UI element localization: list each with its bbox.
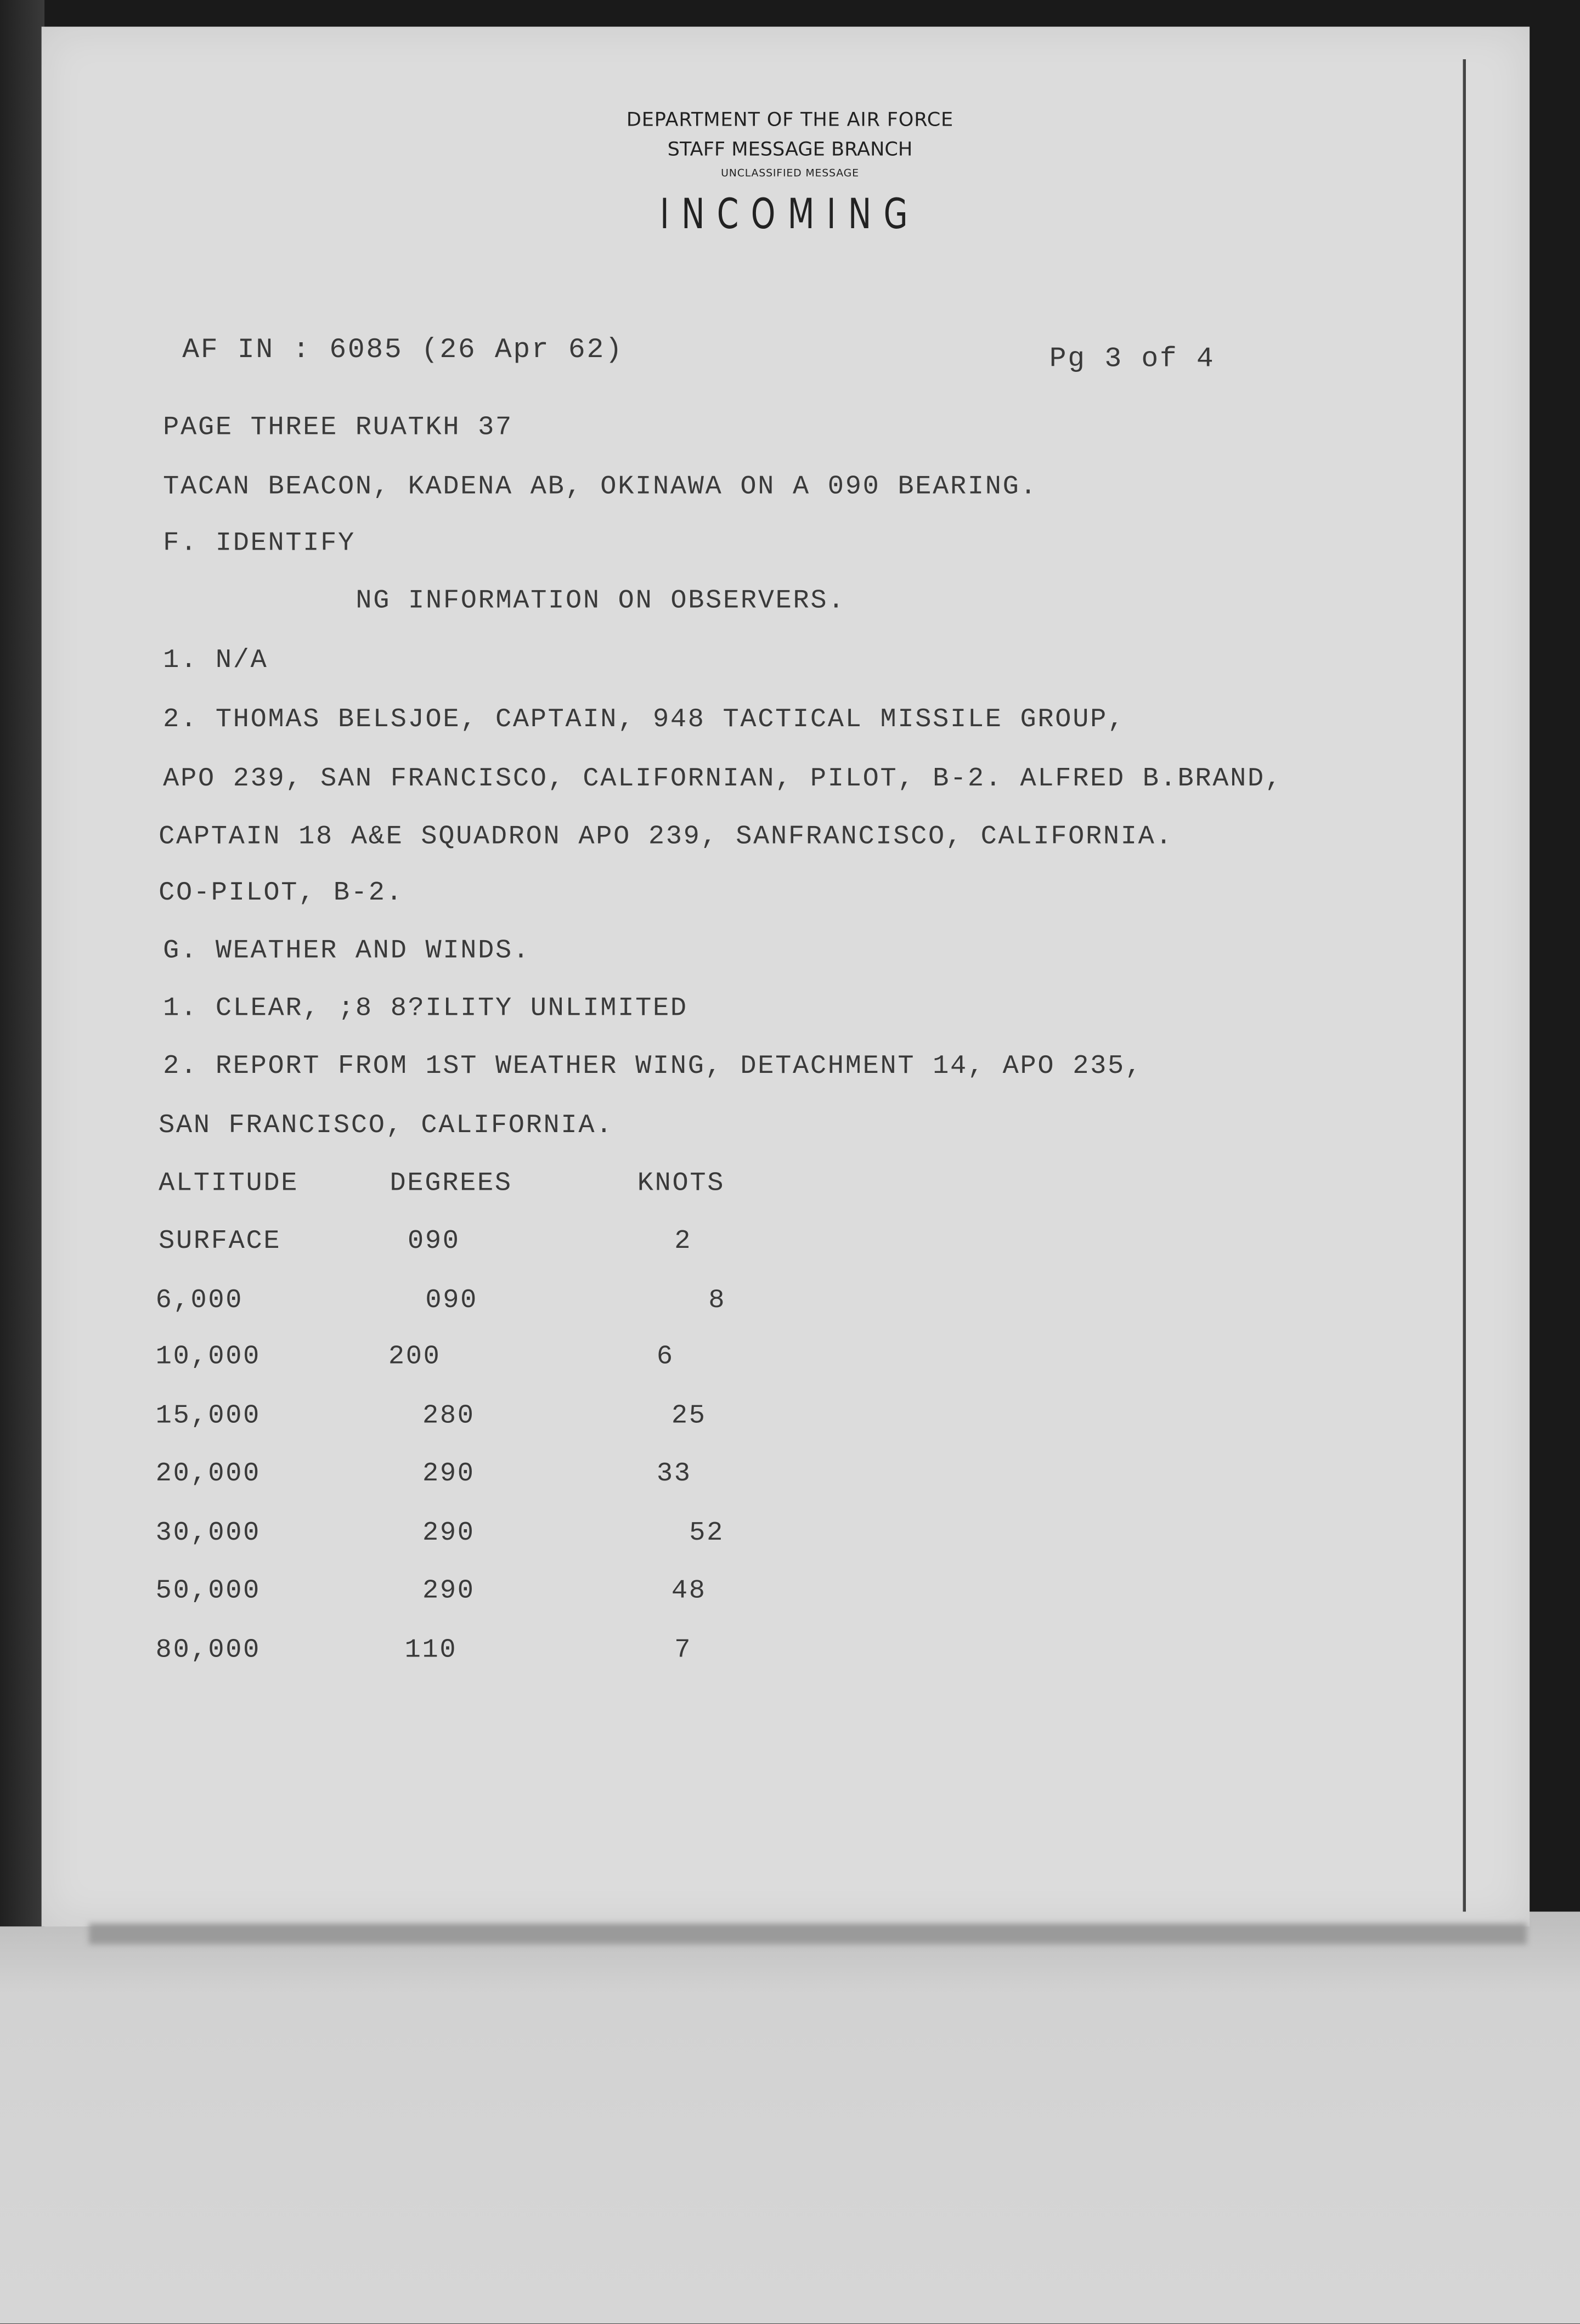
column-header-knots: KNOTS <box>637 1169 725 1199</box>
cell-altitude: 30,000 <box>155 1519 261 1549</box>
right-margin-line <box>1463 59 1465 1912</box>
cell-altitude: 15,000 <box>155 1401 261 1432</box>
body-line: SAN FRANCISCO, CALIFORNIA. <box>159 1111 614 1141</box>
body-line: TACAN BEACON, KADENA AB, OKINAWA ON A 090 BEARING. <box>163 472 1038 502</box>
cell-knots: 33 <box>656 1460 692 1490</box>
cell-altitude: 50,000 <box>155 1576 261 1607</box>
cell-knots: 6 <box>656 1342 674 1372</box>
sheet-shadow <box>89 1924 1527 1944</box>
cell-degrees: 090 <box>425 1286 478 1316</box>
body-line: 2. THOMAS BELSJOE, CAPTAIN, 948 TACTICAL MISSILE GROUP, <box>163 705 1125 736</box>
body-line: 1. CLEAR, ;8 8?ILITY UNLIMITED <box>163 994 688 1024</box>
cell-knots: 2 <box>674 1227 692 1257</box>
body-line: CAPTAIN 18 A&E SQUADRON APO 239, SANFRANCISCO, CALIFORNIA. <box>159 822 1173 852</box>
message-sheet <box>42 27 1530 1927</box>
message-title: INCOMING <box>660 189 920 239</box>
body-line: APO 239, SAN FRANCISCO, CALIFORNIAN, PILOT, B-2. ALFRED B.BRAND, <box>163 765 1283 795</box>
body-line: NG INFORMATION ON OBSERVERS. <box>356 586 846 617</box>
cell-knots: 25 <box>671 1401 707 1432</box>
cell-altitude: 80,000 <box>155 1636 261 1666</box>
cell-degrees: 290 <box>422 1460 475 1490</box>
body-line: F. IDENTIFY <box>163 529 356 559</box>
lower-background <box>0 1912 1580 2323</box>
department-heading: DEPARTMENT OF THE AIR FORCE <box>626 109 954 132</box>
body-line: G. WEATHER AND WINDS. <box>163 936 531 966</box>
body-line: PAGE THREE RUATKH 37 <box>163 413 513 443</box>
cell-knots: 52 <box>689 1519 725 1549</box>
column-header-altitude: ALTITUDE <box>159 1169 299 1199</box>
cell-knots: 7 <box>674 1636 692 1666</box>
cell-degrees: 290 <box>422 1576 475 1607</box>
cell-degrees: 280 <box>422 1401 475 1432</box>
cell-degrees: 290 <box>422 1519 475 1549</box>
body-line: 1. N/A <box>163 646 268 676</box>
cell-knots: 48 <box>671 1576 707 1607</box>
classification-label: UNCLASSIFIED MESSAGE <box>721 167 859 179</box>
branch-heading: STAFF MESSAGE BRANCH <box>667 139 913 162</box>
left-edge <box>0 0 44 1926</box>
page-indicator: Pg 3 of 4 <box>1049 342 1215 375</box>
cell-degrees: 090 <box>407 1227 460 1257</box>
cell-degrees: 110 <box>404 1636 458 1666</box>
message-reference: AF IN : 6085 (26 Apr 62) <box>182 333 624 366</box>
cell-altitude: 10,000 <box>155 1342 261 1372</box>
cell-altitude: 6,000 <box>155 1286 244 1316</box>
cell-altitude: 20,000 <box>155 1460 261 1490</box>
body-line: 2. REPORT FROM 1ST WEATHER WING, DETACHMENT 14, APO 235, <box>163 1052 1143 1082</box>
column-header-degrees: DEGREES <box>390 1169 512 1199</box>
cell-knots: 8 <box>708 1286 726 1316</box>
body-line: CO-PILOT, B-2. <box>159 879 404 909</box>
cell-altitude: SURFACE <box>159 1227 281 1257</box>
cell-degrees: 200 <box>388 1342 441 1372</box>
